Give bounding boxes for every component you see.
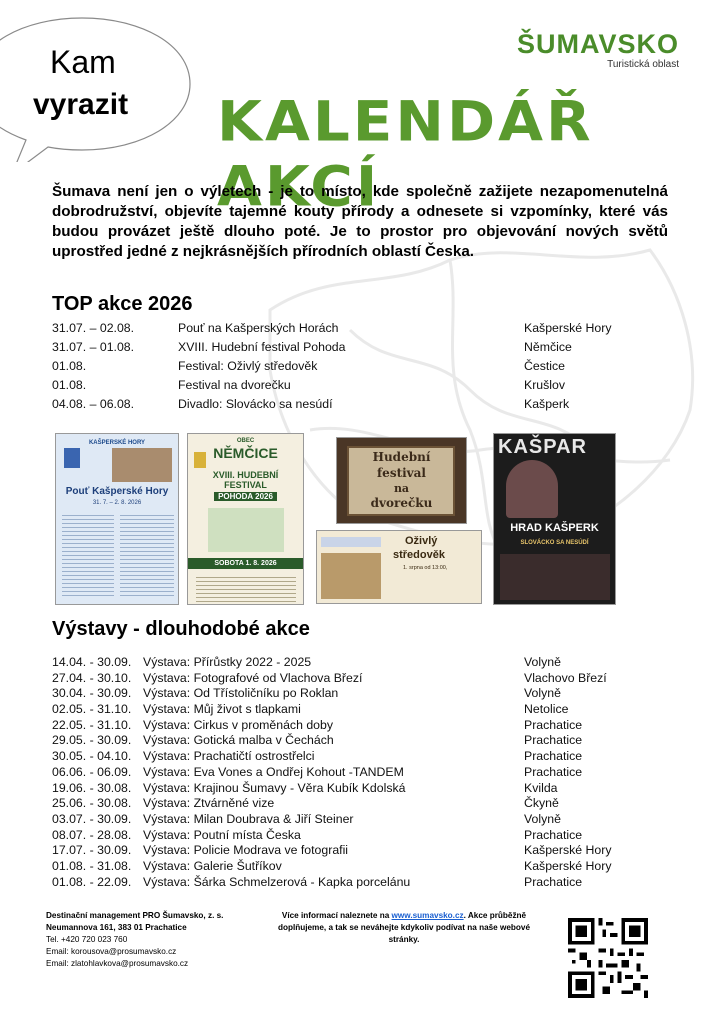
photo-thumbnail xyxy=(321,553,381,599)
list-item xyxy=(52,796,652,812)
list-item xyxy=(52,718,652,734)
exhibition-date: 17.07. - 30.09. xyxy=(52,843,132,858)
poster-date: 1. srpna od 13:00, xyxy=(403,565,448,571)
exhibition-place: Vlachovo Březí xyxy=(524,670,607,685)
exhibition-date: 08.07. - 28.08. xyxy=(52,827,132,842)
list-item xyxy=(52,828,652,844)
poster-over: OBEC xyxy=(236,438,255,444)
contact-email-2[interactable]: Email: zlatohlavkova@prosumavsko.cz xyxy=(46,959,189,968)
logo-subtitle: Turistická oblast xyxy=(607,59,679,70)
poster-kaspar-hrad-kasperk[interactable] xyxy=(493,433,616,605)
poster-brand: KAŠPAR xyxy=(498,436,587,458)
website-link[interactable]: www.sumavsko.cz xyxy=(391,911,464,920)
event-place: Kašperk xyxy=(524,397,570,411)
list-item xyxy=(52,875,652,891)
list-item xyxy=(52,859,652,875)
list-item xyxy=(52,655,652,671)
event-place: Čestice xyxy=(524,359,566,373)
event-name: Festival: Oživlý středověk xyxy=(178,359,318,373)
event-date: 31.07. – 02.08. xyxy=(52,321,135,335)
event-date: 04.08. – 06.08. xyxy=(52,397,135,411)
program-text-block xyxy=(120,512,174,598)
more-info-note xyxy=(268,910,540,946)
more-info-suffix: . Akce průběžně doplňujeme, a tak se neváhejte kdykoliv podívat na naše webové stránky. xyxy=(277,911,531,944)
exhibition-date: 22.05. - 31.10. xyxy=(52,717,132,732)
bubble-text-vyrazit: vyrazit xyxy=(33,88,129,121)
exhibition-name: Výstava: Policie Modrava ve fotografii xyxy=(143,843,349,858)
poster-festival-na-dvorecku[interactable] xyxy=(336,437,467,524)
coat-of-arms-icon xyxy=(64,448,80,468)
list-item xyxy=(52,843,652,859)
top-events-list xyxy=(52,319,652,414)
poster-subtitle-wrap xyxy=(188,492,303,501)
organization-name: Destinační management PRO Šumavsko, z. s. xyxy=(46,911,224,920)
sumavsko-logo[interactable] xyxy=(517,30,679,70)
event-name: Pouť na Kašperských Horách xyxy=(178,321,339,335)
list-item xyxy=(52,765,652,781)
poster-line4: dvorečku xyxy=(370,496,433,510)
poster-venue: HRAD KAŠPERK xyxy=(510,522,599,534)
church-illustration xyxy=(208,508,284,552)
poster-date: SOBOTA 1. 8. 2026 xyxy=(188,558,303,569)
list-item xyxy=(52,812,652,828)
exhibition-name: Výstava: Milan Doubrava & Jiří Steiner xyxy=(143,811,354,826)
exhibition-date: 03.07. - 30.09. xyxy=(52,811,132,826)
exhibition-place: Čkyně xyxy=(524,796,559,811)
exhibition-name: Výstava: Fotografové od Vlachova Březí xyxy=(143,670,363,685)
contact-phone[interactable]: Tel. +420 720 023 760 xyxy=(46,935,128,944)
list-item xyxy=(52,357,652,376)
exhibition-place: Prachatice xyxy=(524,717,583,732)
exhibition-date: 25.06. - 30.08. xyxy=(52,796,132,811)
poster-header: KAŠPERSKÉ HORY xyxy=(88,440,146,446)
exhibition-date: 01.08. - 22.09. xyxy=(52,874,132,889)
contact-block xyxy=(46,910,223,970)
qr-code-icon[interactable] xyxy=(568,918,648,998)
exhibition-name: Výstava: Krajinou Šumavy - Věra Kubík Kdolská xyxy=(143,780,406,795)
exhibition-name: Výstava: Galerie Šutříkov xyxy=(143,858,282,873)
list-item xyxy=(52,395,652,414)
exhibition-name: Výstava: Šárka Schmelzerová - Kapka porcelánu xyxy=(143,874,411,889)
exhibition-date: 30.05. - 04.10. xyxy=(52,749,132,764)
event-place: Krušlov xyxy=(524,378,566,392)
exhibition-name: Výstava: Ztvárněné vize xyxy=(143,796,275,811)
poster-subtitle: POHODA 2026 xyxy=(214,492,277,501)
exhibition-name: Výstava: Eva Vones a Ondřej Kohout -TANDEM xyxy=(143,764,404,779)
exhibition-place: Volyně xyxy=(524,686,561,701)
coat-of-arms-icon xyxy=(194,452,206,468)
program-text-block xyxy=(62,512,114,598)
exhibition-name: Výstava: Poutní místa Česka xyxy=(143,827,301,842)
list-item xyxy=(52,733,652,749)
exhibition-name: Výstava: Prachatičtí ostrostřelci xyxy=(143,749,315,764)
list-item xyxy=(52,781,652,797)
list-item xyxy=(52,338,652,357)
exhibition-date: 01.08. - 31.08. xyxy=(52,858,132,873)
poster-line1: Hudební xyxy=(372,450,431,464)
exhibition-name: Výstava: Gotická malba v Čechách xyxy=(143,733,334,748)
event-date: 31.07. – 01.08. xyxy=(52,340,135,354)
exhibition-place: Prachatice xyxy=(524,764,583,779)
list-item xyxy=(52,702,652,718)
event-name: XVIII. Hudební festival Pohoda xyxy=(178,340,346,354)
poster-line1: Oživlý xyxy=(405,535,438,547)
contact-email-1[interactable]: Email: korousova@prosumavsko.cz xyxy=(46,947,177,956)
exhibition-place: Netolice xyxy=(524,702,569,717)
event-date: 01.08. xyxy=(52,378,87,392)
exhibition-place: Prachatice xyxy=(524,749,583,764)
logo-name: ŠUMAVSKO xyxy=(516,29,679,59)
poster-hudebni-festival-pohoda[interactable] xyxy=(187,433,304,605)
exhibition-name: Výstava: Cirkus v proměnách doby xyxy=(143,717,334,732)
exhibition-place: Prachatice xyxy=(524,874,583,889)
organization-address: Neumannova 161, 383 01 Prachatice xyxy=(46,923,187,932)
poster-line2: festival xyxy=(377,466,426,480)
exhibition-name: Výstava: Od Třístoličníku po Roklan xyxy=(143,686,339,701)
exhibition-date: 27.04. - 30.10. xyxy=(52,670,132,685)
poster-pout-kasperske-hory[interactable] xyxy=(55,433,179,605)
page-title: KALENDÁŘ AKCÍ xyxy=(217,89,594,219)
exhibitions-list xyxy=(52,655,652,890)
exhibition-date: 29.05. - 30.09. xyxy=(52,733,132,748)
photo-thumbnail xyxy=(112,448,172,482)
poster-title: Pouť Kašperské Hory xyxy=(65,486,169,497)
poster-dates: 31. 7. – 2. 8. 2026 xyxy=(92,500,142,506)
more-info-prefix: Více informací naleznete na xyxy=(281,911,390,920)
exhibition-date: 19.06. - 30.08. xyxy=(52,780,132,795)
program-text-block xyxy=(196,574,296,602)
poster-show: SLOVÁCKO SA NESÚDÍ xyxy=(520,540,589,546)
cast-photo xyxy=(500,554,610,600)
exhibition-place: Volyně xyxy=(524,655,561,669)
event-name: Divadlo: Slovácko sa nesúdí xyxy=(178,397,333,411)
list-item xyxy=(52,376,652,395)
exhibition-place: Kašperské Hory xyxy=(524,843,612,858)
exhibition-date: 14.04. - 30.09. xyxy=(52,655,132,669)
top-events-heading: TOP akce 2026 xyxy=(52,293,193,315)
exhibition-place: Kvilda xyxy=(524,780,558,795)
speech-bubble xyxy=(0,12,195,162)
sponsor-logos xyxy=(321,537,381,547)
exhibition-place: Kašperské Hory xyxy=(524,858,612,873)
exhibition-place: Prachatice xyxy=(524,827,583,842)
event-place: Kašperské Hory xyxy=(524,321,612,335)
bubble-text-kam: Kam xyxy=(50,44,116,80)
exhibition-name: Výstava: Můj život s tlapkami xyxy=(143,702,301,717)
exhibition-name: Výstava: Přírůstky 2022 - 2025 xyxy=(143,655,312,669)
poster-village: NĚMČICE xyxy=(213,445,278,461)
exhibition-date: 30.04. - 30.09. xyxy=(52,686,132,701)
poster-ozivly-stredovek[interactable] xyxy=(316,530,482,604)
list-item xyxy=(52,671,652,687)
exhibition-date: 02.05. - 31.10. xyxy=(52,702,132,717)
event-name: Festival na dvorečku xyxy=(178,378,291,392)
poster-title: XVIII. HUDEBNÍ FESTIVAL xyxy=(212,470,279,490)
poster-line2: středověk xyxy=(393,549,445,561)
list-item xyxy=(52,749,652,765)
poster-line3: na xyxy=(393,482,410,495)
event-date: 01.08. xyxy=(52,359,87,373)
exhibition-place: Volyně xyxy=(524,811,561,826)
exhibition-place: Prachatice xyxy=(524,733,583,748)
exhibitions-heading: Výstavy - dlouhodobé akce xyxy=(52,618,310,640)
event-place: Němčice xyxy=(524,340,572,354)
exhibition-date: 06.06. - 06.09. xyxy=(52,764,132,779)
intro-paragraph: Šumava není jen o výletech - je to místo, kde společně zažijete nezapomenutelná dobrodružství, objevíte tajemné kouty přírody a odnesete si vzpomínky, které vás budou provázet ještě dlouho poté. Je to prostor pro objevování nových světů uprostřed jedné z nejkrásnějších přírodních oblastí Česka. xyxy=(52,183,668,260)
list-item xyxy=(52,319,652,338)
performer-photo xyxy=(506,460,558,518)
list-item xyxy=(52,686,652,702)
